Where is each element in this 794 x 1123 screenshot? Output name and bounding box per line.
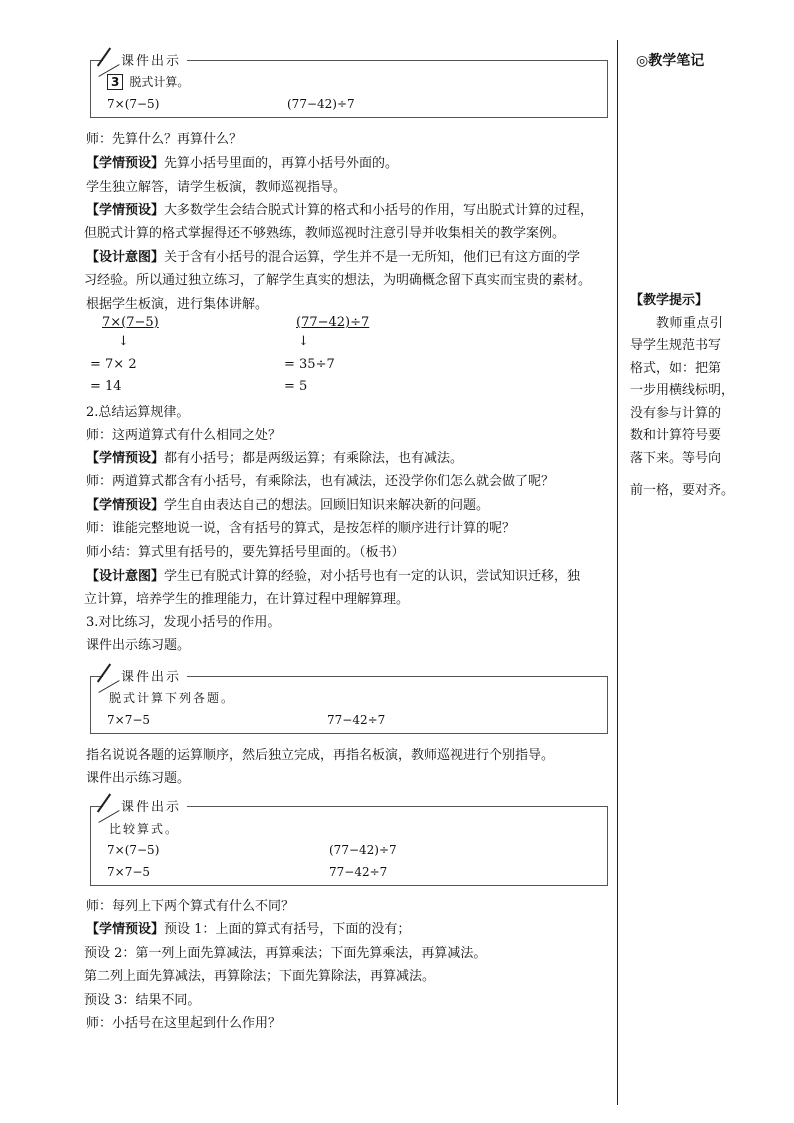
tip-line: 数和计算符号要 (630, 428, 722, 443)
text-line: 师小结：算式里有括号的，要先算括号里面的。（板书） (86, 545, 405, 560)
down-arrow-icon: ↓ (118, 334, 129, 349)
tip-title: 【教学提示】 (630, 293, 709, 308)
text-line: 习经验。所以通过独立练习，了解学生真实的想法，为明确概念留下真实而宝贵的素材。 (84, 273, 592, 288)
tag-label: 【学情预设】 (86, 451, 165, 466)
box3-row2-col1: 7×7−5 (107, 865, 151, 879)
calc-right-step1: = 35÷7 (284, 357, 335, 372)
tag-label: 【学情预设】 (86, 156, 165, 171)
text-line: 师：先算什么？再算什么？ (86, 132, 243, 147)
text-line (86, 494, 489, 513)
calc-right-step2: = 5 (284, 379, 308, 394)
tip-line: 前一格，要对齐。 (630, 483, 735, 498)
text-line (86, 152, 398, 171)
tag-text: 学生自由表达自己的想法。回顾旧知识来解决新的问题。 (164, 498, 490, 513)
calc-left-expr: 7×(7−5) (102, 315, 159, 330)
section-heading: 2.总结运算规律。 (86, 405, 190, 420)
tag-text: 先算小括号里面的，再算小括号外面的。 (164, 156, 399, 171)
box2-instruction: 脱式计算下列各题。 (109, 691, 236, 705)
box3-instruction: 比较算式。 (109, 822, 180, 836)
text-line: 根据学生板演，进行集体讲解。 (86, 297, 269, 312)
box1-expr-1: 7×(7−5) (107, 97, 160, 111)
courseware-label: 课件出示 (103, 666, 187, 685)
text-line: 课件出示练习题。 (86, 771, 191, 786)
text-line: 师：两道算式都含有小括号，有乘除法，也有减法，还没学你们怎么就会做了呢？ (86, 474, 555, 489)
text-line: 指名说说各题的运算顺序，然后独立完成，再指名板演，教师巡视进行个别指导。 (86, 748, 555, 763)
courseware-label: 课件出示 (103, 796, 187, 815)
column-divider (617, 40, 618, 1105)
calc-right-expr: (77−42)÷7 (296, 315, 370, 330)
box2-expr-1: 7×7−5 (107, 713, 151, 727)
tip-line: 没有参与计算的 (630, 405, 722, 421)
tag-label: 【设计意图】 (86, 569, 165, 584)
text-line: 师：这两道算式有什么相同之处？ (86, 428, 282, 443)
box1-instruction-line (107, 73, 189, 90)
box2-expr-2: 77−42÷7 (327, 713, 386, 727)
text-line: 课件出示练习题。 (86, 638, 191, 653)
calc-left-step2: = 14 (90, 379, 122, 394)
text-line: 学生独立解答，请学生板演，教师巡视指导。 (86, 180, 347, 195)
text-line (86, 246, 580, 265)
text-line: 师：小括号在这里起到什么作用？ (86, 1016, 282, 1031)
tag-label: 【学情预设】 (86, 203, 165, 218)
tip-line: 教师重点引 (656, 315, 724, 331)
text-line: 但脱式计算的格式掌握得还不够熟练，教师巡视时注意引导并收集相关的教学案例。 (84, 226, 566, 241)
box1-expr-2: (77−42)÷7 (287, 97, 355, 111)
tip-line: 落下来。等号向 (630, 450, 722, 466)
text-line (86, 565, 580, 584)
text-line: 师：每列上下两个算式有什么不同？ (86, 899, 295, 914)
tag-label: 【学情预设】 (86, 922, 165, 937)
tag-text: 学生已有脱式计算的经验，对小括号也有一定的认识，尝试知识迁移，独 (164, 569, 581, 584)
tag-text: 都有小括号；都是两级运算；有乘除法，也有减法。 (164, 451, 464, 466)
teaching-tip (630, 290, 770, 503)
tag-label: 【学情预设】 (86, 498, 165, 513)
notes-title: ◎教学笔记 (636, 53, 705, 69)
text-line: 师：谁能完整地说一说，含有括号的算式，是按怎样的顺序进行计算的呢？ (86, 521, 516, 536)
problem-number: 3 (107, 74, 123, 90)
tag-text: 大多数学生会结合脱式计算的格式和小括号的作用，写出脱式计算的过程， (164, 203, 594, 218)
section-heading: 3.对比练习，发现小括号的作用。 (86, 615, 281, 630)
text-line: 第二列上面先算减法，再算除法；下面先算除法，再算减法。 (84, 969, 436, 984)
box3-row2-col2: 77−42÷7 (329, 865, 388, 879)
down-arrow-icon: ↓ (298, 334, 309, 349)
text-line: 预设 2：第一列上面先算减法，再算乘法；下面先算乘法，再算减法。 (84, 946, 487, 961)
box3-row1-col1: 7×(7−5) (107, 843, 160, 857)
tip-line: 格式，如：把第 (630, 360, 722, 376)
tag-text: 预设 1：上面的算式有括号，下面的没有； (164, 922, 411, 937)
text-line (86, 918, 410, 937)
courseware-label: 课件出示 (103, 50, 187, 69)
box3-row1-col2: (77−42)÷7 (329, 843, 397, 857)
text-line: 立计算，培养学生的推理能力，在计算过程中理解算理。 (84, 592, 410, 607)
courseware-box-2 (90, 670, 608, 734)
calc-left-step1: = 7× 2 (90, 357, 137, 372)
courseware-box-1 (90, 54, 608, 118)
tag-label: 【设计意图】 (86, 250, 165, 265)
text-line (86, 199, 593, 218)
box1-instruction: 脱式计算。 (129, 75, 190, 89)
tip-line: 导学生规范书写 (630, 338, 722, 353)
courseware-box-3 (90, 800, 608, 886)
text-line (86, 447, 463, 466)
tip-line: 一步用横线标明， (630, 383, 735, 398)
text-line: 预设 3：结果不同。 (84, 993, 201, 1008)
tag-text: 关于含有小括号的混合运算，学生并不是一无所知，他们已有这方面的学 (164, 250, 581, 265)
